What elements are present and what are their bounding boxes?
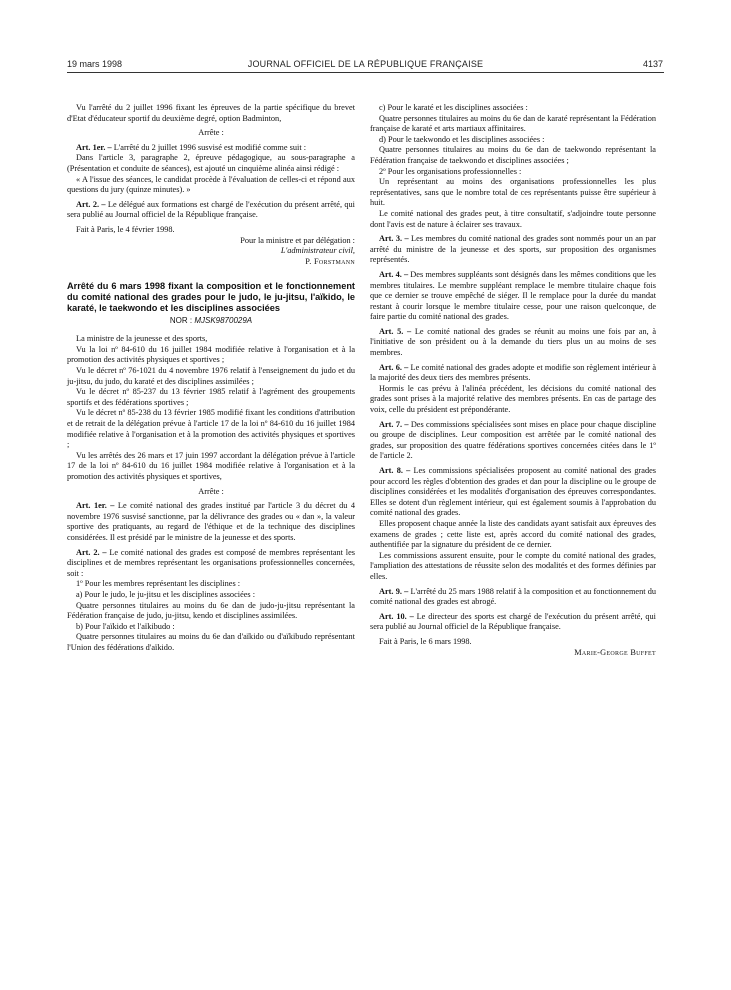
body-paragraph: Vu la loi nº 84-610 du 16 juillet 1984 modifiée relative à l'organisation et à la promotion des activités physiques et sportives ; [67, 344, 355, 365]
article-label: Art. 2. – [76, 199, 106, 209]
article-label: Art. 3. – [379, 234, 409, 244]
decree-done: Fait à Paris, le 6 mars 1998. [379, 636, 472, 646]
decree-arrete: Arrête : [198, 486, 224, 496]
article-6 [370, 363, 656, 384]
article-label: Art. 2. – [76, 547, 107, 557]
article-text: L'arrêté du 2 juillet 1996 susvisé est modifié comme suit : [113, 142, 307, 152]
list-subheading: c) Pour le karaté et les disciplines associées : [379, 103, 528, 112]
body-paragraph: Vu le décret nº 76-1021 du 4 novembre 1976 relatif à l'enseignement du judo et du ju-jitsu, du judo, du karaté et des disciplines assimilées ; [67, 366, 355, 386]
article-10 [370, 612, 656, 633]
nor-code: MJSK9870029A [194, 315, 253, 325]
article-8 [370, 466, 656, 519]
header-journal-title: JOURNAL OFFICIEL DE LA RÉPUBLIQUE FRANÇAISE [247, 59, 484, 69]
article-text: Le directeur des sports est chargé de l'exécution du présent arrêté, qui sera publié au Journal officiel de la République française. [370, 611, 656, 632]
signature-name: P. Forstmann [305, 256, 355, 266]
list-item: 2º Pour les organisations professionnelles : [379, 166, 522, 176]
body-paragraph: Vu les arrêtés des 26 mars et 17 juin 1997 accordant la délégation prévue à l'article 17 de la loi nº 84-610 du 16 juillet 1984 modifiée relative à l'organisation et à la promotion des activités physiques et sportives, [67, 450, 355, 482]
body-paragraph: La ministre de la jeunesse et des sports, [76, 334, 208, 344]
article-text: Le comité national des grades est composé de membres représentant les disciplines et de membres représentant les organisations professionnelles concernées, soit : [67, 547, 356, 578]
article-7 [370, 420, 656, 462]
article-text: Des membres suppléants sont désignés dans les mêmes conditions que les membres titulaires. Le membre suppléant remplace le membre titulaire chaque fois que ce dernier se trouve empêché de siéger. Il le remplace pour la durée du mandat restant à courir lorsque le membre titulaire cesse, pour une raison quelconque, de faire partie du comité national des grades. [370, 269, 657, 322]
body-paragraph: Les commissions assurent ensuite, pour le compte du comité national des grades, l'ampliation des attestations de réussite selon des modalités et des formes définies par elles. [370, 550, 656, 581]
article-text: Les commissions spécialisées proposent au comité national des grades pour accord les règles d'obtention des grades et dan pour la discipline ou le groupe de disciplines considérées et les modalités d'organisation des épreuves correspondantes. Elles se dotent d'un règlement intérieur, qui est également soumis à l'approbation du comité national des grades. [370, 466, 657, 518]
body-paragraph: Le comité national des grades peut, à titre consultatif, s'adjoindre toute personne dont l'avis est de nature à éclairer ses travaux. [370, 208, 656, 229]
body-paragraph: Hormis le cas prévu à l'alinéa précédent, les décisions du comité national des grades sont prises à la majorité relative des membres présents. En cas de partage des voix, celle du président est prépondérante. [370, 383, 656, 415]
article-text: L'arrêté du 25 mars 1988 relatif à la composition et au fonctionnement du comité national des grades est abrogé. [370, 586, 657, 607]
right-column [370, 103, 656, 658]
article-label: Art. 4. – [379, 269, 409, 279]
prev-decree-done: Fait à Paris, le 4 février 1998. [76, 224, 175, 234]
header-rule [67, 72, 664, 73]
article-3 [370, 234, 656, 266]
list-text: Quatre personnes titulaires au moins du 6e dan de judo-ju-jitsu représentant la Fédération française de judo, ju-jitsu, kendo et disciplines assimilées. [67, 600, 355, 621]
article-label: Art. 6. – [379, 362, 409, 372]
list-subheading: a) Pour le judo, le ju-jitsu et les disciplines associées : [76, 589, 256, 599]
decree-title: Arrêté du 6 mars 1998 fixant la composition et le fonctionnement du comité national des grades pour le judo, le ju-jitsu, l'aïkido, le karaté, le taekwondo et les disciplines associées [67, 281, 355, 313]
article-text: Des commissions spécialisées sont mises en place pour chaque discipline ou groupe de disciplines. Leur composition est arrêtée par le comité national des grades, sur proposition des quatre fédérations sportives concernées citées dans le 1º de l'article 2. [370, 419, 656, 461]
article-text: Le comité national des grades adopte et modifie son règlement intérieur à la majorité des deux tiers des membres présents. [370, 362, 657, 383]
article-label: Art. 8. – [379, 466, 411, 475]
prev-decree-paragraph: Dans l'article 3, paragraphe 2, épreuve pédagogique, au sous-paragraphe a (Présentation et conduite de séances), est ajouté un cinquième alinéa ainsi rédigé : [67, 153, 355, 173]
article-9 [370, 587, 656, 608]
article-label: Art. 1er. – [76, 501, 115, 511]
article-text: Le comité national des grades se réunit au moins une fois par an, à l'initiative de son président ou à la demande du tiers plus un au moins de ses membres. [370, 326, 657, 358]
article-1 [67, 501, 355, 543]
article-5 [370, 327, 656, 359]
prev-decree-quote: « A l'issue des séances, le candidat procède à l'évaluation de celles-ci et répond aux questions du jury (quinze minutes). » [67, 174, 355, 195]
signature-line-1: Pour la ministre et par délégation : [240, 235, 355, 245]
nor-reference [67, 316, 355, 327]
body-paragraph: Elles proposent chaque année la liste des candidats ayant satisfait aux épreuves des examens de grades ; cette liste est, après accord du comité national des grades, authentifiée par la signature du président de ce dernier. [370, 518, 656, 550]
body-paragraph: Vu le décret nº 85-238 du 13 février 1985 modifié fixant les conditions d'attribution et de retrait de la délégation prévue à l'article 17 de la loi nº 84-610 du 16 juillet 1984 modifiée relative à l'organisation et à la promotion des activités physiques et sportives ; [67, 408, 355, 450]
prev-decree-arrete: Arrête : [198, 128, 224, 138]
list-item: 1º Pour les membres représentant les disciplines : [76, 579, 241, 589]
prev-decree-art1 [67, 143, 355, 154]
header-page-number: 4137 [642, 59, 663, 69]
list-subheading: d) Pour le taekwondo et les disciplines associées : [379, 134, 545, 144]
signature-line-2: L'administrateur civil, [280, 246, 355, 256]
article-2 [67, 548, 355, 580]
article-text: Le comité national des grades institué par l'article 3 du décret du 4 novembre 1976 susvisé sanctionne, par la délivrance des grades ou « dan », la valeur sportive des pratiquants, au regard de l'éthique et de la technique des disciplines considérées. Il est présidé par le ministre de la jeunesse et des sports. [67, 501, 355, 542]
minister-signature: Marie-George Buffet [574, 647, 656, 657]
article-text: Le délégué aux formations est chargé de l'exécution du présent arrêté, qui sera publié au Journal officiel de la République française. [67, 199, 355, 220]
article-text: Les membres du comité national des grades sont nommés pour un an par arrêté du ministre de la jeunesse et des sports, sur proposition des organismes représentés. [370, 234, 656, 265]
article-label: Art. 1er. – [76, 142, 112, 152]
article-label: Art. 10. – [379, 611, 414, 621]
body-paragraph: Un représentant au moins des organisations professionnelles les plus représentatives, sans que le nombre total de ces représentants puisse être supérieur à huit. [370, 177, 656, 208]
list-text: Quatre personnes titulaires au moins du 6e dan de karaté représentant la Fédération française de karaté et arts martiaux affinitaires. [370, 113, 656, 134]
header-date: 19 mars 1998 [67, 59, 123, 69]
list-text: Quatre personnes titulaires au moins du 6e dan de taekwondo représentant la Fédération française de taekwondo et disciplines associées ; [370, 145, 656, 165]
list-subheading: b) Pour l'aïkido et l'aïkibudo : [76, 621, 175, 631]
list-text: Quatre personnes titulaires au moins du 6e dan d'aïkido ou d'aïkibudo représentant l'Union des fédérations d'aïkido. [67, 632, 355, 652]
article-4 [370, 270, 656, 323]
article-label: Art. 5. – [379, 326, 412, 336]
prev-decree-visa: Vu l'arrêté du 2 juillet 1996 fixant les épreuves de la partie spécifique du brevet d'Etat d'éducateur sportif du deuxième degré, option Badminton, [67, 103, 355, 123]
body-paragraph: Vu le décret nº 85-237 du 13 février 1985 relatif à l'agrément des groupements sportifs et des fédérations sportives ; [67, 387, 355, 407]
left-column [67, 103, 355, 654]
prev-decree-art2 [67, 200, 355, 221]
article-label: Art. 9. – [379, 586, 409, 596]
nor-label: NOR : [169, 315, 193, 325]
article-label: Art. 7. – [379, 419, 409, 429]
